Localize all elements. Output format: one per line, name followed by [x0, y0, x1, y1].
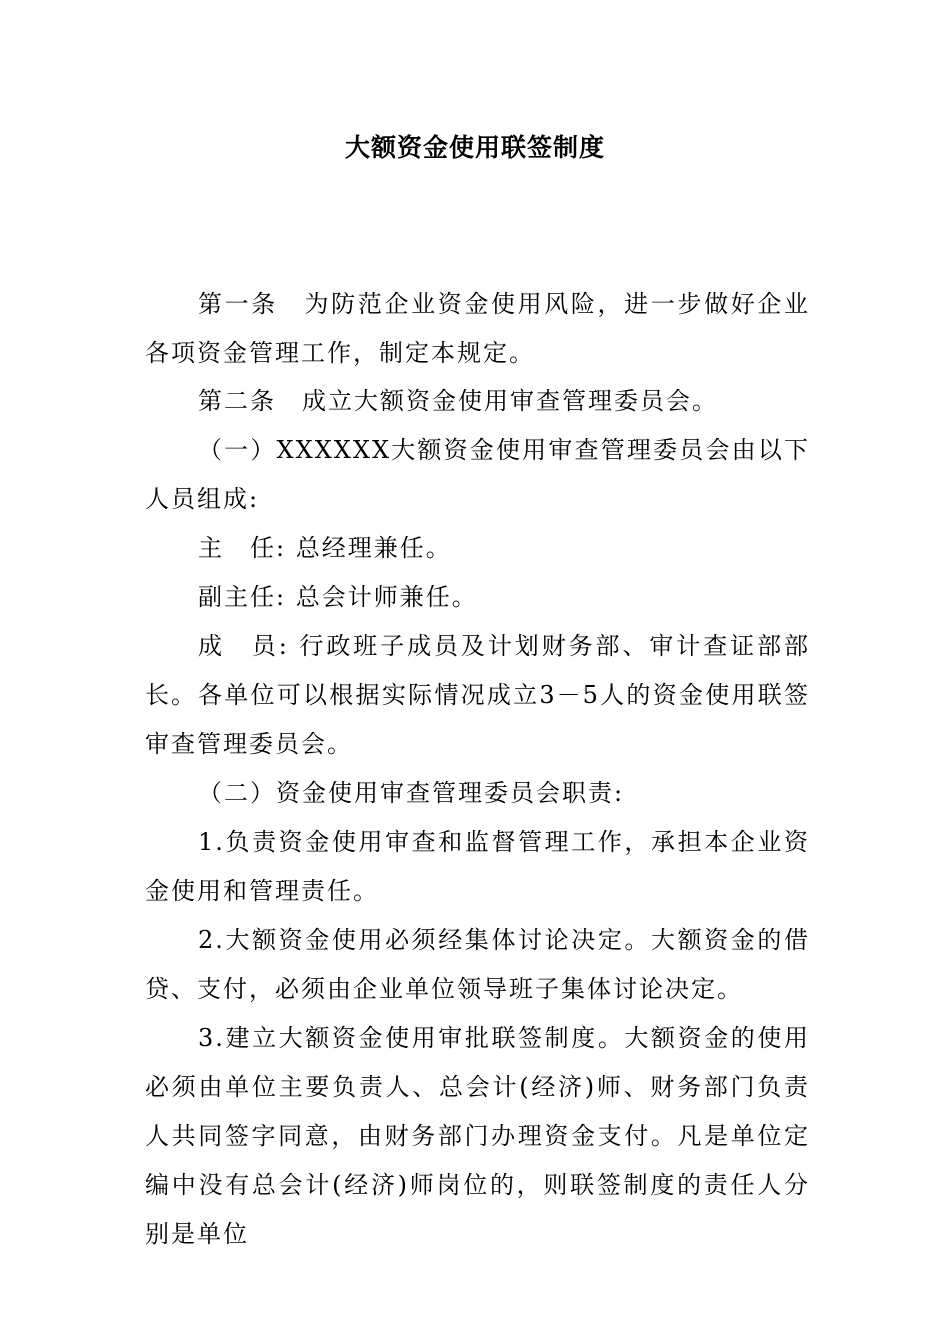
paragraph-article-1: 第一条 为防范企业资金使用风险，进一步做好企业各项资金管理工作，制定本规定。: [145, 290, 810, 367]
paragraph-article-2: 第二条 成立大额资金使用审查管理委员会。: [198, 387, 718, 415]
paragraph-deputy-director: 副主任: 总会计师兼任。: [198, 583, 478, 611]
paragraph-members: 成 员: 行政班子成员及计划财务部、审计查证部部长。: [145, 632, 810, 709]
paragraph-duty-2: 2.大额资金使用必须经集体讨论决定。大额资金的借贷、支付，必须由企业单位领导班子集体讨论决定。: [145, 926, 810, 1003]
paragraph-director: 主 任: 总经理兼任。: [198, 534, 452, 562]
paragraph-duty-1: 1.负责资金使用审查和监督管理工作，承担本企业资金使用和管理责任。: [145, 828, 810, 905]
paragraph-section-1: （一）XXXXXX大额资金使用审查管理委员会由以下人员组成:: [145, 436, 810, 513]
paragraph-section-2: （二）资金使用审查管理委员会职责:: [198, 779, 625, 807]
paragraph-duty-3: 3.建立大额资金使用审批联签制度。大额资金的使用必须由单位主要负责人、总会计(经济)师、财务部门负责人共同签字同意，由财务部门办理资金支付。凡是单位定编中没有总会计(经济)师岗位的，则联签制度的责任人分别是单位: [145, 1024, 810, 1248]
document-title: 大额资金使用联签制度: [344, 133, 605, 162]
paragraph-committee-size: 各单位可以根据实际情况成立3－5人的资金使用联签审查管理委员会。: [145, 681, 810, 758]
